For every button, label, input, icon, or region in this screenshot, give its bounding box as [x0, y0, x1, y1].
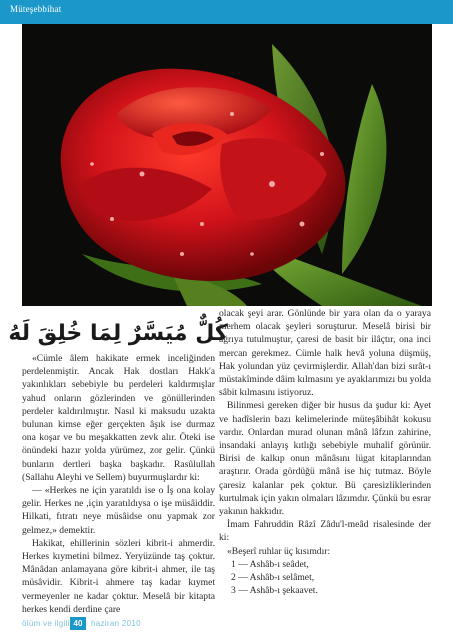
paragraph: İmam Fahruddin Râzî Zâdu'l-meâd risalesinde der ki:: [219, 519, 431, 544]
calligraphy-art: [8, 312, 228, 350]
left-column: [22, 352, 215, 616]
list-item: 3 — Ashâb-ı şekaavet.: [231, 585, 318, 597]
page-section-title: Müteşebbihat: [10, 4, 62, 14]
paragraph: — «Herkes ne için yaratıldı ise o İş ona kolay gelir. Herkes ne ,için yaratıldıysa o işe müsâiddir. Hilkati, fıtratı neye müsâidse onu yapmak zor gelmez,» demektir.: [22, 485, 215, 536]
svg-text:كُلٌّ مُيَسَّرٌ لِمَا خُلِقَ ل: كُلٌّ مُيَسَّرٌ لِمَا خُلِقَ لَهُ: [8, 321, 228, 346]
paragraph: olacak şeyi arar. Gönlünde bir yara olan da o yaraya merhem olacak şeyleri soruşturur. Meselâ birisi bir ağrıya tutulmuştur, çaresi de basit bir ilâçtır, ona inci mercan gerekmez. Cümle halk hevâ yoluna düşmüş, Hak yolundan yüz çevirmişlerdir. Allah'dan bizi sırât-ı müstakîminde dâim kılmasını ye ayaklarımızı bu yolda sâbit kılmasını istiyoruz.: [219, 308, 431, 399]
page-number: 40: [70, 617, 86, 630]
magazine-name: ölüm ve ilgili: [22, 619, 70, 628]
paragraph: Bilinmesi gereken diğer bir husus da şudur ki: Ayet ve hadîslerin bazı kelimelerinde müteşâbihât kokusu vardır. Onlardan murad olunan mânâ lâfzın zahirine, insandaki anlayış kıtlığı sebebiyle muhalif görünür. Birisi de kalkıp onun mânâsını lügat kitaplarından araştırır. Orada gördüğü mânâ ise hiç tutmaz. Böyle çaresiz kalanlar pek çoktur. Bü çaresizliklerinden kurtulmak için yakın olmaları lâzımdır. Çünkü bu esrar yakının hakkıdır.: [219, 400, 431, 518]
rose-illustration: [22, 24, 432, 306]
page-footer: [22, 617, 222, 631]
right-column: [219, 307, 431, 597]
list-item: 1 — Ashâb-ı seâdet,: [231, 558, 309, 570]
paragraph: «Cümle âlem hakikate ermek inceliğinden perdelenmiştir. Ancak Hak dostları Hakk'a yakınlıkları sebebiyle bu perdeleri kaldırmışlar yahud onların gözlerinden ve gönüllerinden perdeler kaldırılmıştır. Nasıl ki maksudu uzakta bulunan kimse eğer gerçekten âşık ise durmaz ona koşar ve bu meşakkatten zevk alır. Öteki ise önündeki hazır yolda yürümez, zor gelir. Çünkü bunların dertleri başka başkadır. Rasûlullah (Sallahu Aleyhi ve Sellem) buyurmuşlardır ki:: [22, 353, 215, 483]
rose-photo: [22, 24, 432, 306]
list-item: 2 — Ashâb-ı selâmet,: [231, 572, 315, 584]
paragraph: Hakikat, ehillerinin sözleri kibrit-i ahmerdir. Herkes kıymetini bilmez. Yeryüzünde taş çoktur. Mânâdan anlamayana göre kibrit-i ahmer, ile taş müsâvidir. Kibrit-i ahmere taş kadar kıymet vermeyenler ne kadar çoktur. Meselâ bir kitapta herkes kendi derdine çare: [22, 537, 215, 615]
header-bar: [0, 0, 453, 24]
issue-date: haziran 2010: [91, 619, 141, 628]
paragraph: «Beşerî ruhlar üç kısımdır:: [227, 545, 331, 557]
arabic-calligraphy: [8, 312, 228, 350]
